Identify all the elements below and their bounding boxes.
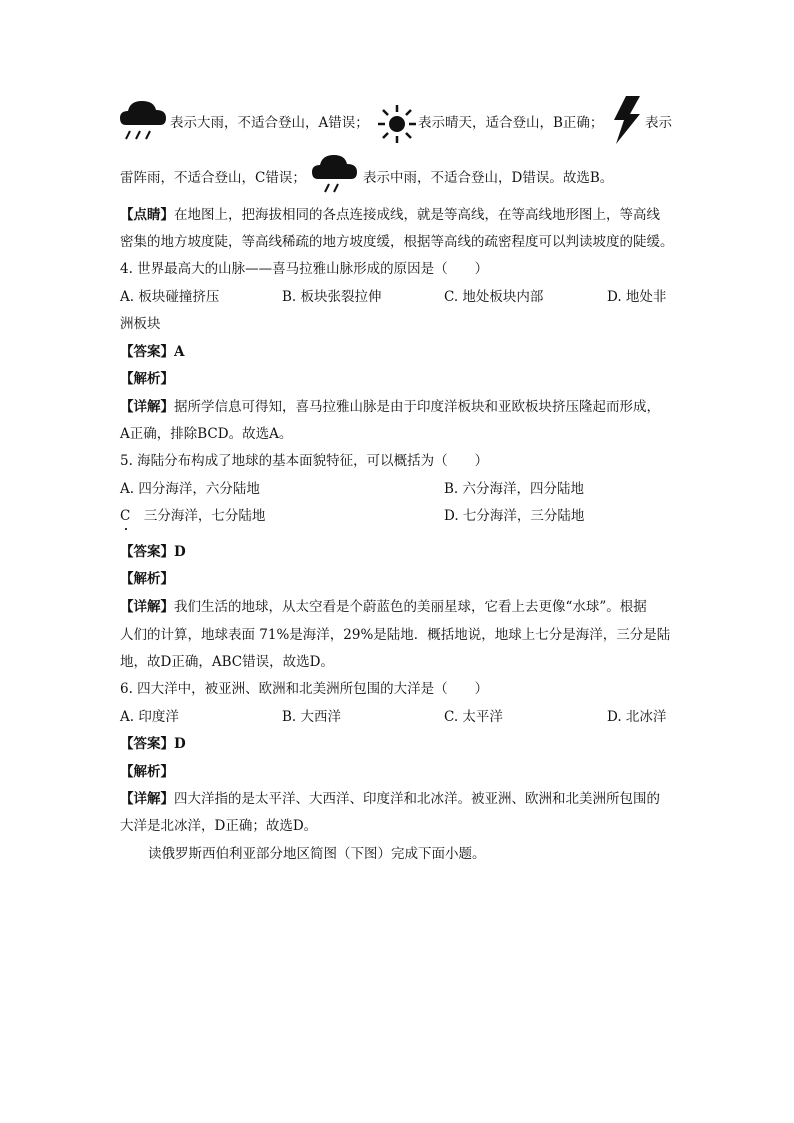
q5-answer: 【答案】D — [120, 544, 186, 560]
q4-detail-text-1: 据所学信息可得知，喜马拉雅山脉是由于印度洋板块和亚欧板块挤压隆起而形成， — [174, 399, 660, 415]
q4-answer: 【答案】A — [120, 344, 185, 360]
weather-text-moderate-rain: 表示中雨，不适合登山，D错误。故选B。 — [363, 170, 614, 186]
q6-answer: 【答案】D — [120, 736, 186, 752]
q5-analysis: 【解析】 — [120, 571, 174, 587]
q6-detail-label: 【详解】 — [120, 791, 174, 807]
weather-text-heavy-rain: 表示大雨，不适合登山，A错误； — [170, 115, 369, 131]
q6-option-a: A. 印度洋 — [120, 709, 179, 725]
q5-detail-3: 地，故D正确，ABC错误，故选D。 — [120, 654, 334, 670]
weather-text-label: 表示 — [645, 115, 672, 131]
q5-detail-2: 人们的计算，地球表面 71%是海洋，29%是陆地．概括地说，地球上七分是海洋，三分是陆 — [120, 627, 671, 643]
heavy-rain-icon — [120, 97, 168, 143]
weather-text-thunderstorm: 雷阵雨，不适合登山，C错误； — [120, 170, 306, 186]
q4-detail-2: A正确，排除BCD。故选A。 — [120, 426, 293, 442]
tip-line-2: 密集的地方坡度陡，等高线稀疏的地方坡度缓，根据等高线的疏密程度可以判读坡度的陡缓。 — [120, 234, 674, 250]
tip-line-1 — [120, 205, 660, 225]
lightning-icon — [612, 96, 642, 144]
sunny-icon — [377, 104, 417, 144]
q6-option-d: D. 北冰洋 — [607, 709, 667, 725]
question-6-stem: 6. 四大洋中，被亚洲、欧洲和北美洲所包围的大洋是（ ） — [120, 681, 489, 697]
q5-option-b: B. 六分海洋，四分陆地 — [444, 481, 585, 497]
question-4-stem: 4. 世界最高大的山脉——喜马拉雅山脉形成的原因是（ ） — [120, 261, 489, 277]
weather-text-sunny: 表示晴天，适合登山，B正确； — [418, 115, 604, 131]
q6-detail-1 — [120, 789, 660, 809]
q4-option-d: D. 地处非 — [607, 289, 667, 305]
q4-option-c: C. 地处板块内部 — [444, 289, 544, 305]
q5-option-a: A. 四分海洋，六分陆地 — [120, 481, 260, 497]
question-5-stem: 5. 海陆分布构成了地球的基本面貌特征，可以概括为（ ） — [120, 453, 489, 469]
q6-option-b: B. 大西洋 — [282, 709, 342, 725]
q4-option-a: A. 板块碰撞挤压 — [120, 289, 220, 305]
q5-detail-1 — [120, 597, 647, 617]
q5-option-d: D. 七分海洋，三分陆地 — [444, 508, 585, 524]
q6-detail-text-1: 四大洋指的是太平洋、大西洋、印度洋和北冰洋。被亚洲、欧洲和北美洲所包围的 — [174, 791, 660, 807]
q5-option-c: C 三分海洋，七分陆地 — [120, 508, 266, 524]
tip-text-1: 在地图上，把海拔相同的各点连接成线，就是等高线，在等高线地形图上，等高线 — [174, 207, 660, 223]
q4-analysis: 【解析】 — [120, 371, 174, 387]
q6-analysis: 【解析】 — [120, 764, 174, 780]
q6-option-c: C. 太平洋 — [444, 709, 503, 725]
q6-detail-2: 大洋是北冰洋，D正确；故选D。 — [120, 818, 318, 834]
q4-option-b: B. 板块张裂拉伸 — [282, 289, 382, 305]
q4-detail-label: 【详解】 — [120, 399, 174, 415]
q5-detail-text-1: 我们生活的地球，从太空看是个蔚蓝色的美丽星球，它看上去更像“水球”。根据 — [174, 599, 647, 615]
tip-label: 【点睛】 — [120, 207, 174, 223]
next-section-intro: 读俄罗斯西伯利亚部分地区简图（下图）完成下面小题。 — [148, 846, 486, 862]
q4-option-d-cont: 洲板块 — [120, 316, 161, 332]
moderate-rain-icon — [312, 152, 358, 196]
q5-detail-label: 【详解】 — [120, 599, 174, 615]
stray-dot — [125, 528, 127, 530]
q4-detail-1 — [120, 397, 660, 417]
